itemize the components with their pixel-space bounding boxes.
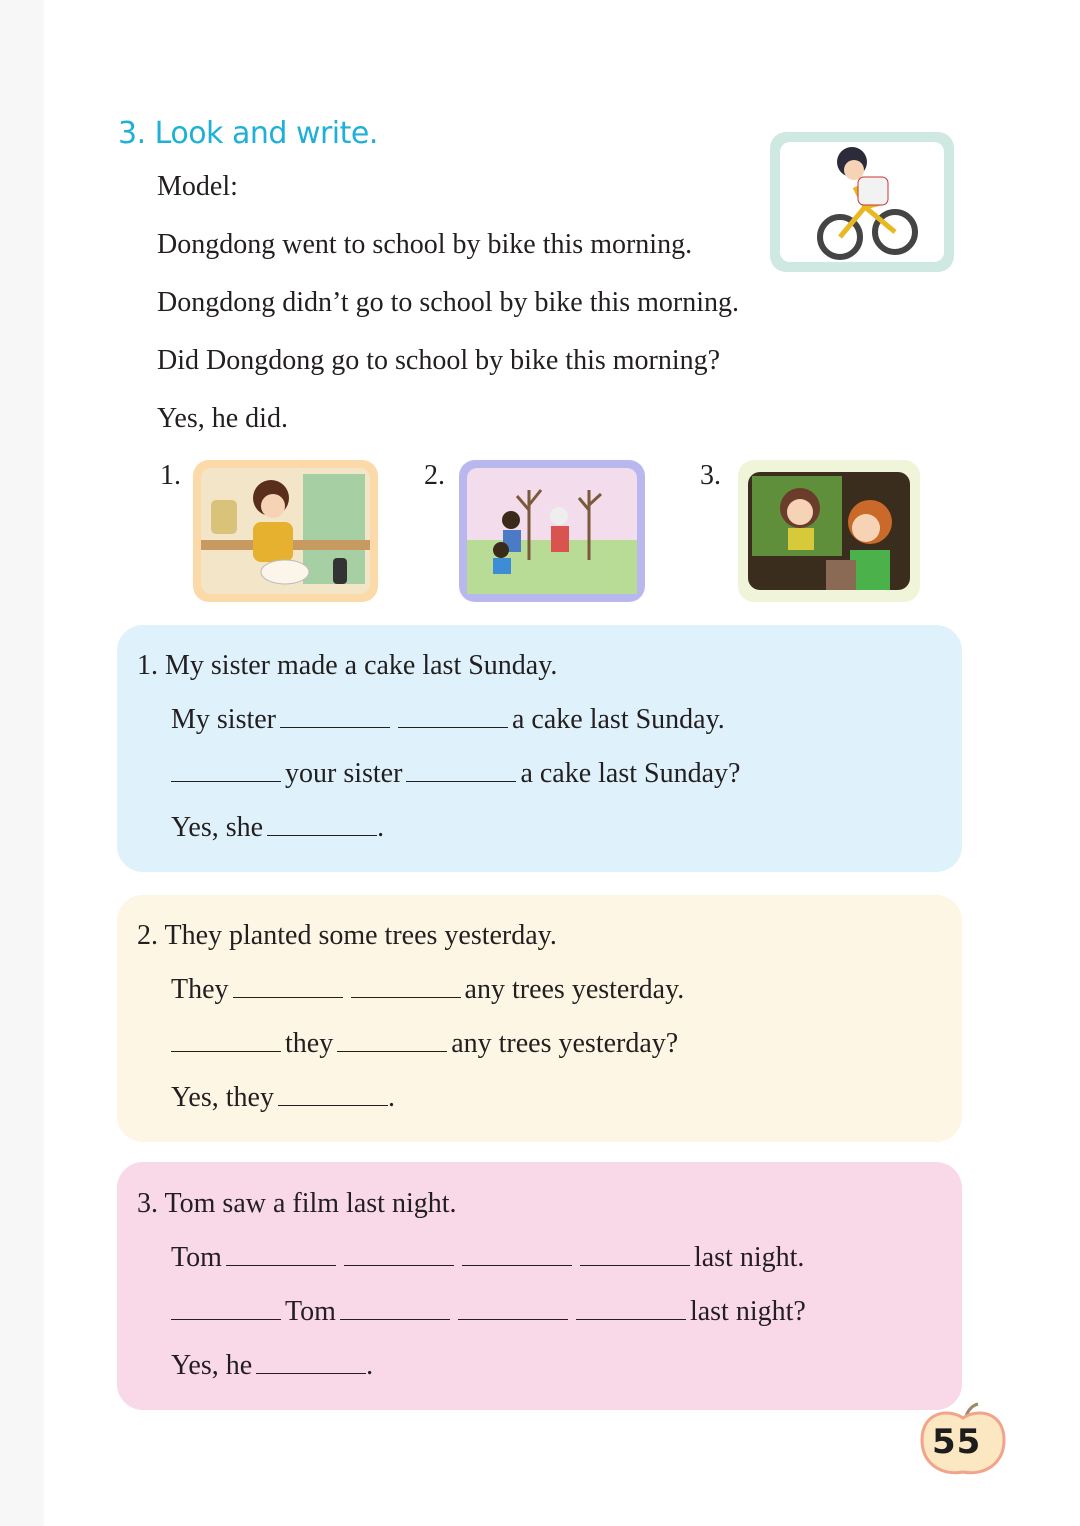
girl-making-cake-illustration	[193, 460, 378, 602]
exercise-prompt: 1. My sister made a cake last Sunday.	[137, 650, 558, 681]
answer-blank[interactable]	[406, 757, 516, 782]
line-text: last night?	[689, 1296, 806, 1327]
answer-blank[interactable]	[171, 1027, 281, 1052]
answer-blank[interactable]	[171, 757, 281, 782]
answer-blank[interactable]	[462, 1241, 572, 1266]
boy-riding-bike-illustration	[770, 132, 954, 272]
exercise-line	[171, 757, 740, 791]
picture-number: 2.	[424, 460, 445, 491]
picture-number: 1.	[160, 460, 181, 491]
line-text: .	[366, 1350, 374, 1381]
exercise-box-1	[117, 625, 962, 872]
answer-blank[interactable]	[580, 1241, 690, 1266]
model-line: Yes, he did.	[157, 403, 288, 434]
answer-blank[interactable]	[233, 973, 343, 998]
picture-number: 3.	[700, 460, 721, 491]
line-text: any trees yesterday.	[464, 974, 685, 1005]
exercise-prompt: 2. They planted some trees yesterday.	[137, 920, 557, 951]
page-number: 55	[932, 1422, 982, 1462]
line-text: a cake last Sunday?	[520, 758, 741, 789]
line-text: Tom	[171, 1242, 222, 1273]
children-planting-trees-illustration	[459, 460, 645, 602]
section-title: 3. Look and write.	[118, 116, 378, 151]
exercise-line	[171, 1081, 395, 1115]
line-text: Yes, he	[171, 1350, 253, 1381]
answer-blank[interactable]	[171, 1295, 281, 1320]
exercise-box-2	[117, 895, 962, 1142]
exercise-box-3	[117, 1162, 962, 1410]
model-label: Model:	[157, 171, 238, 202]
exercise-line	[171, 1349, 373, 1383]
line-text: Yes, they	[171, 1082, 274, 1113]
line-text: .	[387, 1082, 395, 1113]
line-text: a cake last Sunday.	[512, 704, 725, 735]
model-line: Dongdong went to school by bike this morning.	[157, 229, 693, 260]
line-text: They	[171, 974, 229, 1005]
answer-blank[interactable]	[278, 1081, 388, 1106]
model-line: Dongdong didn’t go to school by bike this morning.	[157, 287, 740, 318]
answer-blank[interactable]	[337, 1027, 447, 1052]
exercise-line	[171, 811, 384, 845]
line-text: Yes, she	[171, 812, 264, 843]
exercise-line	[171, 1295, 806, 1329]
answer-blank[interactable]	[398, 703, 508, 728]
answer-blank[interactable]	[340, 1295, 450, 1320]
exercise-prompt: 3. Tom saw a film last night.	[137, 1188, 457, 1219]
exercise-line	[171, 1241, 804, 1275]
page-edge-shadow	[0, 0, 44, 1526]
line-text: last night.	[693, 1242, 805, 1273]
exercise-line	[171, 703, 725, 737]
children-watching-film-illustration	[738, 460, 920, 602]
answer-blank[interactable]	[226, 1241, 336, 1266]
line-text: My sister	[171, 704, 276, 735]
model-line: Did Dongdong go to school by bike this morning?	[157, 345, 721, 376]
line-text: they	[285, 1028, 334, 1059]
answer-blank[interactable]	[458, 1295, 568, 1320]
line-text: .	[377, 812, 385, 843]
answer-blank[interactable]	[344, 1241, 454, 1266]
answer-blank[interactable]	[280, 703, 390, 728]
answer-blank[interactable]	[256, 1349, 366, 1374]
answer-blank[interactable]	[267, 811, 377, 836]
answer-blank[interactable]	[576, 1295, 686, 1320]
line-text: your sister	[285, 758, 403, 789]
exercise-line	[171, 1027, 678, 1061]
line-text: any trees yesterday?	[451, 1028, 679, 1059]
exercise-line	[171, 973, 684, 1007]
line-text: Tom	[285, 1296, 336, 1327]
answer-blank[interactable]	[351, 973, 461, 998]
